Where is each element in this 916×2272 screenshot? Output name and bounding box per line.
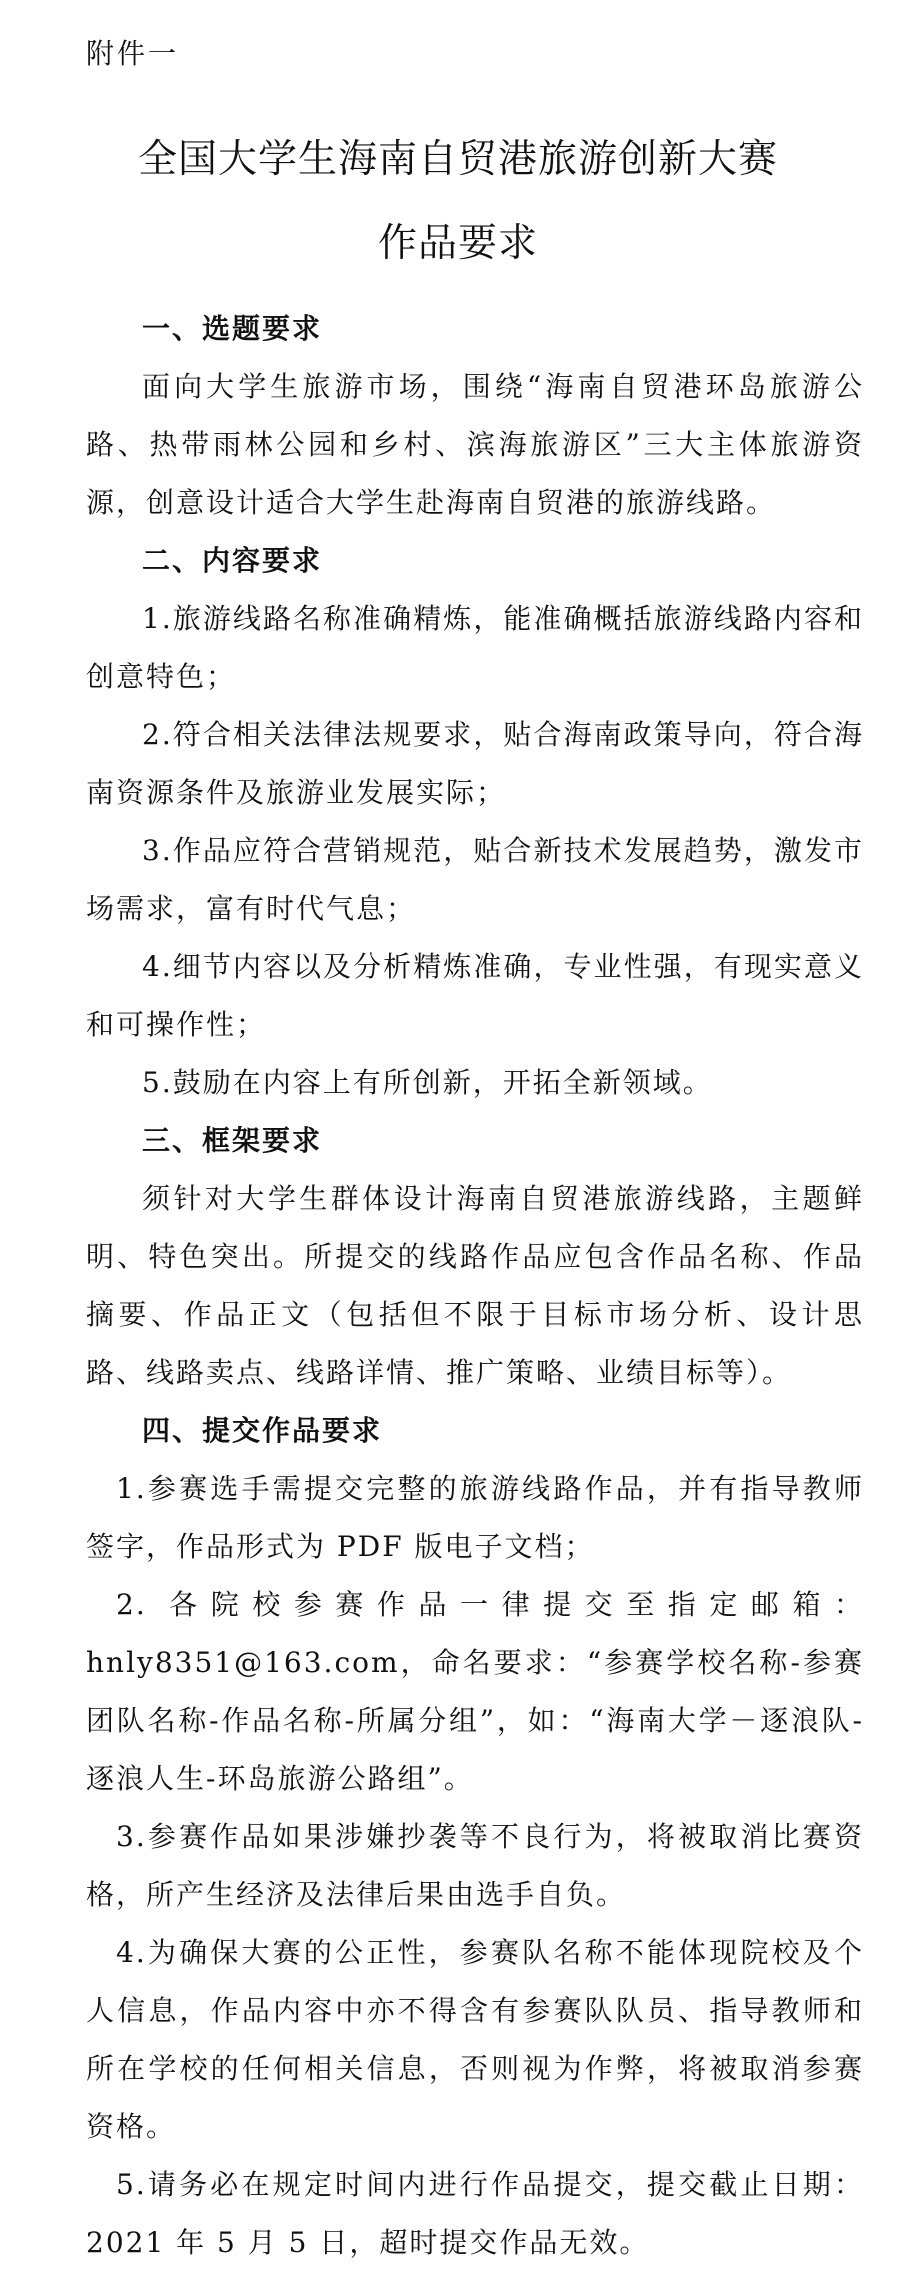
content-item: 5.鼓励在内容上有所创新，开拓全新领域。 (142, 1066, 713, 1099)
submission-item: 1.参赛选手需提交完整的旅游线路作品，并有指导教师签字，作品形式为 PDF 版电子文档； (86, 1472, 864, 1563)
section-heading-submission: 四、提交作品要求 (142, 1414, 383, 1447)
framework-paragraph: 须针对大学生群体设计海南自贸港旅游线路，主题鲜明、特色突出。所提交的线路作品应包含作品名称、作品摘要、作品正文（包括但不限于目标市场分析、设计思路、线路卖点、线路详情、推广策略、业绩目标等）。 (86, 1182, 864, 1389)
document-subtitle: 作品要求 (377, 221, 538, 266)
content-item: 4.细节内容以及分析精炼准确，专业性强，有现实意义和可操作性； (86, 950, 864, 1041)
content-item: 2.符合相关法律法规要求，贴合海南政策导向，符合海南资源条件及旅游业发展实际； (86, 718, 864, 809)
document-body (86, 300, 864, 2272)
submission-item: 3.参赛作品如果涉嫌抄袭等不良行为，将被取消比赛资格，所产生经济及法律后果由选手自负。 (86, 1820, 864, 1911)
title-block (0, 118, 916, 286)
submission-item: 4.为确保大赛的公正性，参赛队名称不能体现院校及个人信息，作品内容中亦不得含有参赛队队员、指导教师和所在学校的任何相关信息，否则视为作弊，将被取消参赛资格。 (86, 1936, 864, 2143)
submission-item: 5.请务必在规定时间内进行作品提交，提交截止日期：2021 年 5 月 5 日，超时提交作品无效。 (86, 2168, 864, 2259)
submission-item: 2. 各院校参赛作品一律提交至指定邮箱：hnly8351@163.com，命名要求：“参赛学校名称-参赛团队名称-作品名称-所属分组”，如：“海南大学－逐浪队-逐浪人生-环岛旅游公路组”。 (86, 1588, 864, 1795)
section-heading-framework: 三、框架要求 (142, 1124, 323, 1157)
attachment-label: 附件一 (86, 37, 180, 70)
content-item: 1.旅游线路名称准确精炼，能准确概括旅游线路内容和创意特色； (86, 602, 864, 693)
content-item: 3.作品应符合营销规范，贴合新技术发展趋势，激发市场需求，富有时代气息； (86, 834, 864, 925)
document-title: 全国大学生海南自贸港旅游创新大赛 (137, 137, 778, 182)
section-heading-topic: 一、选题要求 (142, 312, 323, 345)
topic-paragraph: 面向大学生旅游市场，围绕“海南自贸港环岛旅游公路、热带雨林公园和乡村、滨海旅游区”三大主体旅游资源，创意设计适合大学生赴海南自贸港的旅游线路。 (86, 370, 864, 519)
section-heading-content: 二、内容要求 (142, 544, 323, 577)
